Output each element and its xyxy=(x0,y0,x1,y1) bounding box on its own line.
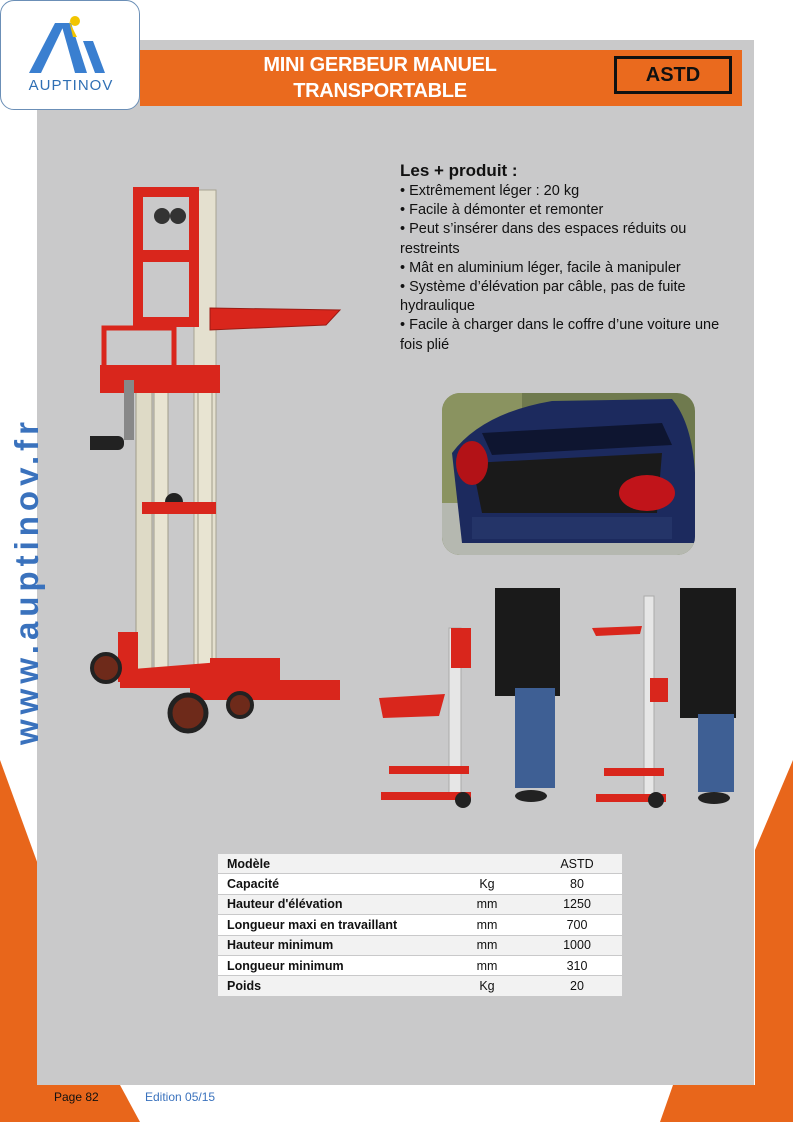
page-number: Page 82 xyxy=(54,1090,99,1104)
features-list xyxy=(400,160,740,355)
table-row xyxy=(218,854,622,874)
logo-text: AUPTINOV xyxy=(28,77,114,94)
spec-value: 310 xyxy=(532,955,622,975)
spec-value: ASTD xyxy=(532,854,622,874)
specs-table xyxy=(218,854,622,997)
logo-mark-icon xyxy=(25,11,117,77)
feature-item: • Facile à charger dans le coffre d’une voiture une fois plié xyxy=(400,317,720,353)
spec-label: Longueur minimum xyxy=(218,955,442,975)
spec-label: Hauteur d'élévation xyxy=(218,894,442,914)
spec-value: 1000 xyxy=(532,935,622,955)
stacker-photo xyxy=(90,180,350,740)
feature-item: • Extrêmement léger : 20 kg xyxy=(400,183,580,199)
features-heading: Les + produit : xyxy=(400,161,518,180)
feature-item: • Système d’élévation par câble, pas de fuite hydraulique xyxy=(400,279,686,315)
spec-unit: Kg xyxy=(442,874,532,894)
feature-item: • Facile à démonter et remonter xyxy=(400,202,604,219)
spec-value: 80 xyxy=(532,874,622,894)
table-row xyxy=(218,915,622,935)
spec-label: Modèle xyxy=(218,854,442,874)
spec-value: 20 xyxy=(532,976,622,996)
page-title xyxy=(200,52,560,104)
spec-label: Hauteur minimum xyxy=(218,935,442,955)
title-line-2: TRANSPORTABLE xyxy=(293,80,467,102)
table-row xyxy=(218,874,622,894)
side-url: www.auptinov.fr xyxy=(8,417,45,745)
edition-label: Edition 05/15 xyxy=(145,1090,216,1104)
spec-unit: mm xyxy=(442,935,532,955)
feature-item: • Peut s’insérer dans des espaces réduits ou restreints xyxy=(400,221,687,257)
spec-unit: mm xyxy=(442,955,532,975)
model-badge xyxy=(614,56,732,94)
spec-unit: mm xyxy=(442,894,532,914)
title-line-1: MINI GERBEUR MANUEL xyxy=(263,54,497,76)
spec-unit xyxy=(442,854,532,874)
model-code: ASTD xyxy=(645,63,701,86)
folding-photo-1 xyxy=(375,588,560,810)
table-row xyxy=(218,955,622,975)
table-row xyxy=(218,894,622,914)
feature-item: • Mât en aluminium léger, facile à manipuler xyxy=(400,259,681,276)
car-trunk-photo xyxy=(442,393,695,555)
spec-unit: mm xyxy=(442,915,532,935)
spec-unit: Kg xyxy=(442,976,532,996)
folding-photo-2 xyxy=(588,588,736,810)
spec-value: 1250 xyxy=(532,894,622,914)
auptinov-logo xyxy=(0,0,140,110)
spec-label: Poids xyxy=(218,976,442,996)
spec-label: Capacité xyxy=(218,874,442,894)
spec-value: 700 xyxy=(532,915,622,935)
spec-label: Longueur maxi en travaillant xyxy=(218,915,442,935)
table-row xyxy=(218,935,622,955)
table-row xyxy=(218,976,622,996)
